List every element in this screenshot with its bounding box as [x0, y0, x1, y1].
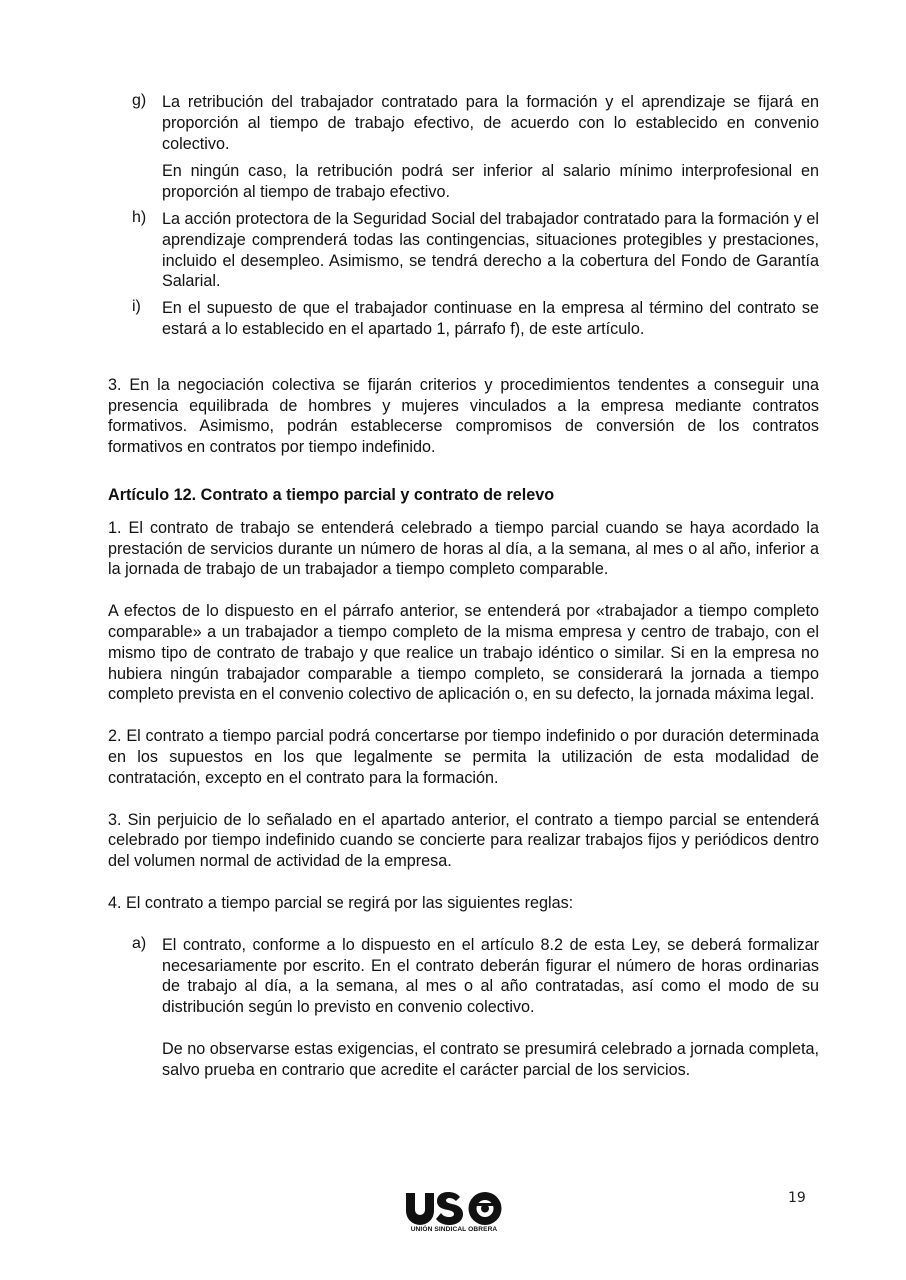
- uso-logo-mark: [402, 1190, 506, 1226]
- article-paragraph-1: 1. El contrato de trabajo se entenderá celebrado a tiempo parcial cuando se haya acordado la prestación de servicios durante un número de horas al día, a la semana, al mes o al año, inferior a la jornada de trabajo de un trabajador a tiempo completo comparable.: [108, 518, 819, 579]
- uso-logo: [402, 1190, 506, 1238]
- logo-caption: UNIÓN SINDICAL OBRERA: [410, 1226, 498, 1233]
- list-item-continuation: En ningún caso, la retribución podrá ser inferior al salario mínimo interprofesional en proporción al tiempo de trabajo efectivo.: [162, 162, 819, 202]
- list-marker: i): [132, 298, 141, 316]
- list-item-a: [108, 935, 819, 1081]
- list-item-g: [108, 92, 819, 203]
- article-paragraph-1b: A efectos de lo dispuesto en el párrafo anterior, se entenderá por «trabajador a tiempo completo comparable» a un trabajador a tiempo completo de la misma empresa y centro de trabajo, con el mismo tipo de contrato de trabajo y que realice un trabajo idéntico o similar. Si en la empresa no hubiera ningún trabajador comparable a tiempo completo, se considerará la jornada a tiempo completo prevista en el convenio colectivo de aplicación o, en su defecto, la jornada máxima legal.: [108, 602, 819, 704]
- article-paragraph-2: 2. El contrato a tiempo parcial podrá concertarse por tiempo indefinido o por duración determinada en los supuestos en los que legalmente se permita la utilización de esta modalidad de contratación, excepto en el contrato para la formación.: [108, 727, 819, 787]
- article-paragraph-4: 4. El contrato a tiempo parcial se regirá por las siguientes reglas:: [108, 893, 574, 912]
- list-item-i: [108, 298, 819, 340]
- paragraph-3: 3. En la negociación colectiva se fijarán criterios y procedimientos tendentes a conseguir una presencia equilibrada de hombres y mujeres vinculados a la empresa mediante contratos formativos. Asimismo, podrán establecerse compromisos de conversión de los contratos formativos en contratos por tiempo indefinido.: [108, 375, 819, 457]
- list-item-continuation: De no observarse estas exigencias, el contrato se presumirá celebrado a jornada completa, salvo prueba en contrario que acredite el carácter parcial de los servicios.: [162, 1039, 819, 1079]
- list-marker: h): [132, 208, 147, 226]
- list-item-text: El contrato, conforme a lo dispuesto en el artículo 8.2 de esta Ley, se deberá formalizar necesariamente por escrito. En el contrato deberán figurar el número de horas ordinarias de trabajo al día, a la semana, al mes o al año contratadas, así como el modo de su distribución según lo previsto en convenio colectivo.: [162, 935, 819, 1017]
- article-paragraph-3: 3. Sin perjuicio de lo señalado en el apartado anterior, el contrato a tiempo parcial se entenderá celebrado por tiempo indefinido cuando se concierte para realizar trabajos fijos y periódicos dentro del volumen normal de actividad de la empresa.: [108, 810, 819, 871]
- page-number: 19: [788, 1190, 806, 1206]
- document-page: [108, 92, 819, 1080]
- list-item-text: La acción protectora de la Seguridad Social del trabajador contratado para la formación y el aprendizaje comprenderá todas las contingencias, situaciones protegibles y prestaciones, incluido el desempleo. Asimismo, se tendrá derecho a la cobertura del Fondo de Garantía Salarial.: [162, 209, 819, 291]
- list-item-text: La retribución del trabajador contratado para la formación y el aprendizaje se fijará en proporción al tiempo de trabajo efectivo, de acuerdo con lo establecido en convenio colectivo.: [162, 93, 819, 153]
- list-marker: g): [132, 92, 147, 109]
- list-item-text: En el supuesto de que el trabajador continuase en la empresa al término del contrato se estará a lo establecido en el apartado 1, párrafo f), de este artículo.: [162, 299, 819, 338]
- article-title: Artículo 12. Contrato a tiempo parcial y contrato de relevo: [108, 485, 555, 504]
- list-item-h: [108, 209, 819, 292]
- list-marker: a): [132, 934, 147, 952]
